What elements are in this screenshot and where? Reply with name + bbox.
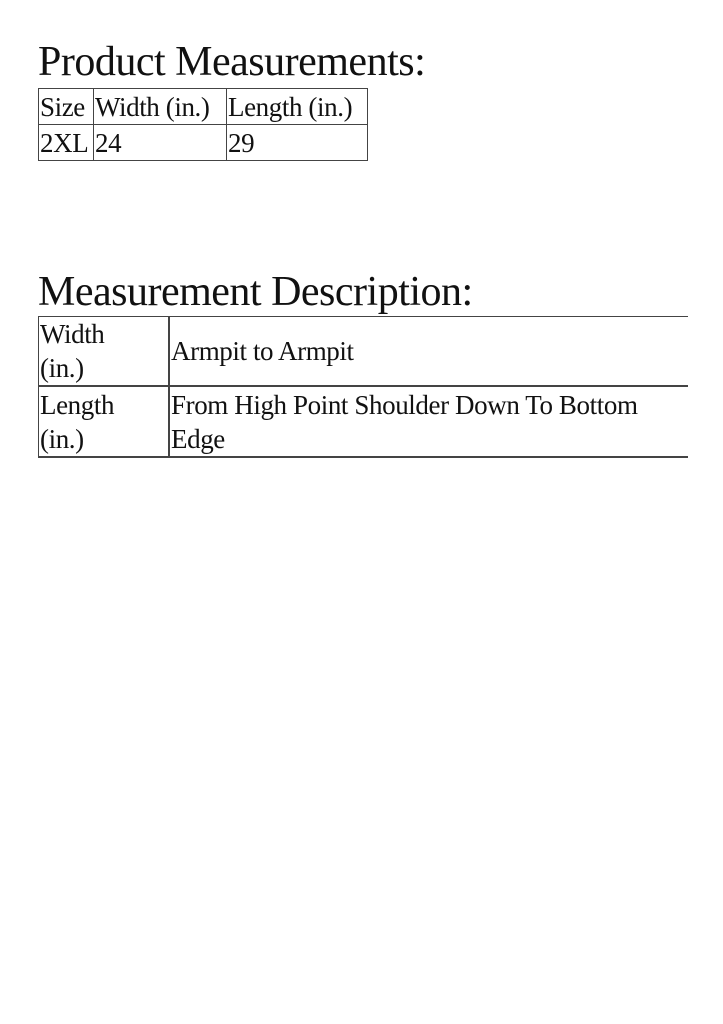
header-length: Length (in.) [227, 89, 368, 125]
value-line: Edge [171, 423, 225, 454]
description-name-length [39, 387, 170, 458]
measurements-table [38, 88, 368, 161]
cell-width: 24 [94, 125, 227, 161]
header-width: Width (in.) [94, 89, 227, 125]
value-line: Armpit to Armpit [171, 336, 354, 366]
value-line: From High Point Shoulder Down To Bottom [171, 389, 638, 420]
measurement-description-heading: Measurement Description: [38, 269, 473, 315]
cell-size: 2XL [39, 125, 94, 161]
header-size: Size [39, 89, 94, 125]
description-table-container [38, 316, 688, 466]
name-line: (in.) [40, 423, 84, 454]
table-row [39, 387, 688, 458]
product-measurements-heading: Product Measurements: [38, 39, 426, 85]
description-table [38, 316, 688, 458]
description-value-width [170, 317, 688, 387]
table-row [39, 317, 688, 387]
cell-length: 29 [227, 125, 368, 161]
table-header-row [39, 89, 368, 125]
name-line: Width [40, 319, 105, 349]
name-line: (in.) [40, 353, 84, 383]
description-value-length [170, 387, 688, 458]
name-line: Length [40, 389, 115, 420]
table-row [39, 125, 368, 161]
description-name-width [39, 317, 170, 387]
